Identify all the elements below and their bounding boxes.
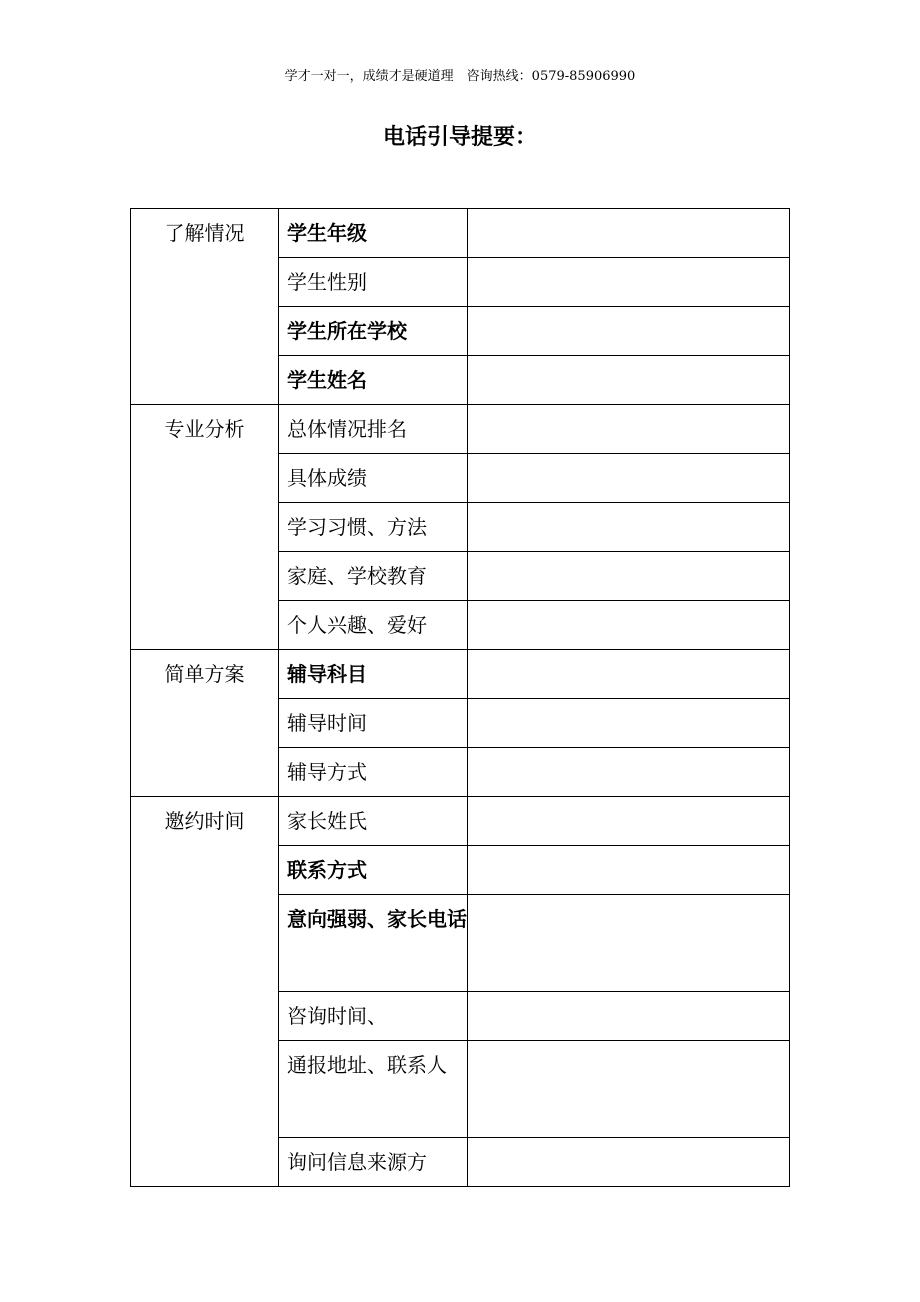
item-value-cell[interactable] <box>468 307 790 356</box>
item-value-cell[interactable] <box>468 895 790 992</box>
category-cell: 简单方案 <box>131 650 279 797</box>
table-row <box>131 797 790 846</box>
item-value-cell[interactable] <box>468 846 790 895</box>
item-value-cell[interactable] <box>468 258 790 307</box>
item-value-cell[interactable] <box>468 699 790 748</box>
item-label-cell: 咨询时间、 <box>279 992 468 1041</box>
item-label-cell: 家长姓氏 <box>279 797 468 846</box>
phone-guide-table <box>130 208 790 1187</box>
item-label-cell: 辅导科目 <box>279 650 468 699</box>
item-value-cell[interactable] <box>468 1041 790 1138</box>
page-header: 学才一对一，成绩才是硬道理 咨询热线：0579-85906990 <box>284 69 636 84</box>
item-label-cell: 辅导方式 <box>279 748 468 797</box>
item-value-cell[interactable] <box>468 209 790 258</box>
item-value-cell[interactable] <box>468 650 790 699</box>
item-value-cell[interactable] <box>468 503 790 552</box>
item-value-cell[interactable] <box>468 601 790 650</box>
item-label-cell: 学生所在学校 <box>279 307 468 356</box>
item-label-cell: 个人兴趣、爱好 <box>279 601 468 650</box>
item-label-cell: 辅导时间 <box>279 699 468 748</box>
item-label-cell: 学生年级 <box>279 209 468 258</box>
item-label-cell: 通报地址、联系人 <box>279 1041 468 1138</box>
item-label-cell: 询问信息来源方 <box>279 1138 468 1187</box>
item-label-cell: 总体情况排名 <box>279 405 468 454</box>
item-label-cell: 家庭、学校教育 <box>279 552 468 601</box>
category-cell: 专业分析 <box>131 405 279 650</box>
item-value-cell[interactable] <box>468 748 790 797</box>
item-value-cell[interactable] <box>468 552 790 601</box>
table-row <box>131 405 790 454</box>
table-row <box>131 650 790 699</box>
item-label-cell: 学生姓名 <box>279 356 468 405</box>
category-cell: 邀约时间 <box>131 797 279 1187</box>
item-value-cell[interactable] <box>468 356 790 405</box>
item-value-cell[interactable] <box>468 797 790 846</box>
item-label-cell: 联系方式 <box>279 846 468 895</box>
category-cell: 了解情况 <box>131 209 279 405</box>
item-label-cell: 具体成绩 <box>279 454 468 503</box>
item-value-cell[interactable] <box>468 1138 790 1187</box>
item-value-cell[interactable] <box>468 454 790 503</box>
table-row <box>131 209 790 258</box>
item-label-cell: 学生性别 <box>279 258 468 307</box>
item-label-cell: 学习习惯、方法 <box>279 503 468 552</box>
item-label-cell: 意向强弱、家长电话 <box>279 895 468 992</box>
item-value-cell[interactable] <box>468 405 790 454</box>
item-value-cell[interactable] <box>468 992 790 1041</box>
page-title: 电话引导提要： <box>382 125 537 150</box>
